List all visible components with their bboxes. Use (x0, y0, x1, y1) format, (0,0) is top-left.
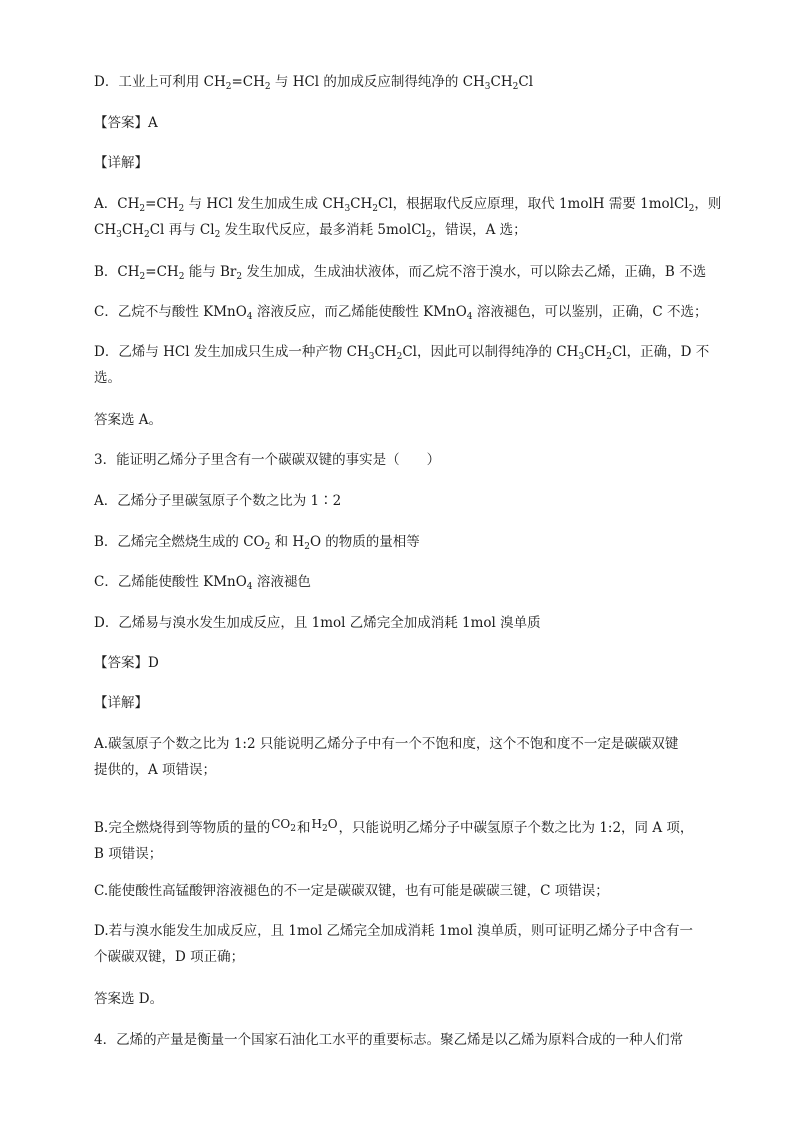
q2-explain-a-line1: A．$CH_2=CH_2$ 与 HCl 发生加成生成 $CH_3CH_2Cl$，根据取代反应原理，取代 1molH 需要 1molCl$_2$，则 (94, 196, 722, 214)
q2-conclusion: 答案选 A。 (94, 412, 163, 428)
q2-explain-a-line2: $CH_3CH_2Cl$ 再与 $Cl_2$ 发生取代反应，最多消耗 5molCl$_2$，错误，A 选； (94, 222, 527, 240)
q3-explain-d-line2: 个碳碳双键，D 项正确； (94, 949, 245, 965)
q2-explain-d-line1: D．乙烯与 HCl 发生加成只生成一种产物 $CH_3CH_2Cl$，因此可以制得纯净的 $CH_3CH_2Cl$，正确，D 不 (94, 344, 710, 362)
q2-explain-a (94, 191, 722, 243)
q3-explain-b (94, 811, 706, 867)
q3-explain-a (94, 731, 706, 783)
q2-explain-b: B．$CH_2=CH_2$ 能与 $Br_2$ 发生加成，生成油状液体，而乙烷不溶于溴水，可以除去乙烯，正确，B 不选 (94, 264, 707, 282)
co2-formula: $CO_2$ (271, 817, 296, 834)
q3-explain-a-line2: 提供的，A 项错误； (94, 762, 217, 778)
q3-option-d: D．乙烯易与溴水发生加成反应，且 1mol 乙烯完全加成消耗 1mol 溴单质 (94, 615, 541, 631)
q2-option-d: D．工业上可利用 $CH_2=CH_2$ 与 HCl 的加成反应制得纯净的 $CH_3CH_2Cl$ (94, 74, 534, 92)
h2o-formula: $H_2O$ (311, 817, 338, 834)
q4-stem: 4．乙烯的产量是衡量一个国家石油化工水平的重要标志。聚乙烯是以乙烯为原料合成的一种人们常 (94, 1032, 684, 1048)
q2-answer: 【答案】A (94, 115, 158, 131)
q3-explain-b-line2: B 项错误； (94, 846, 163, 862)
q2-detail-heading: 【详解】 (94, 155, 148, 171)
q3-option-c: C．乙烯能使酸性 KMnO$_4$ 溶液褪色 (94, 574, 311, 592)
q3-detail-heading: 【详解】 (94, 695, 148, 711)
q2-explain-c: C．乙烷不与酸性 KMnO$_4$ 溶液反应，而乙烯能使酸性 KMnO$_4$ 溶液褪色，可以鉴别，正确，C 不选； (94, 304, 708, 322)
q3-explain-d (94, 918, 706, 970)
q3-option-a: A．乙烯分子里碳氢原子个数之比为 1∶2 (94, 493, 342, 509)
q3-option-b: B．乙烯完全燃烧生成的 $CO_2$ 和 $H_2O$ 的物质的量相等 (94, 534, 420, 552)
q3-conclusion: 答案选 D。 (94, 991, 164, 1007)
q3-explain-b-line1: B.完全燃烧得到等物质的量的$CO_2$和$H_2O$，只能说明乙烯分子中碳氢原子个数之比为 1:2，同 A 项， (94, 817, 694, 836)
q3-explain-c: C.能使酸性高锰酸钾溶液褪色的不一定是碳碳双键，也有可能是碳碳三键，C 项错误； (94, 883, 609, 899)
q3-explain-a-line1: A.碳氢原子个数之比为 1:2 只能说明乙烯分子中有一个不饱和度，这个不饱和度不一定是碳碳双键 (94, 736, 679, 752)
q2-explain-d-line2: 选。 (94, 370, 121, 386)
q3-explain-d-line1: D.若与溴水能发生加成反应，且 1mol 乙烯完全加成消耗 1mol 溴单质，则可证明乙烯分子中含有一 (94, 923, 693, 939)
q2-explain-d (94, 339, 710, 391)
q3-answer: 【答案】D (94, 655, 159, 671)
q3-stem: 3．能证明乙烯分子里含有一个碳碳双键的事实是（ ） (94, 452, 441, 468)
